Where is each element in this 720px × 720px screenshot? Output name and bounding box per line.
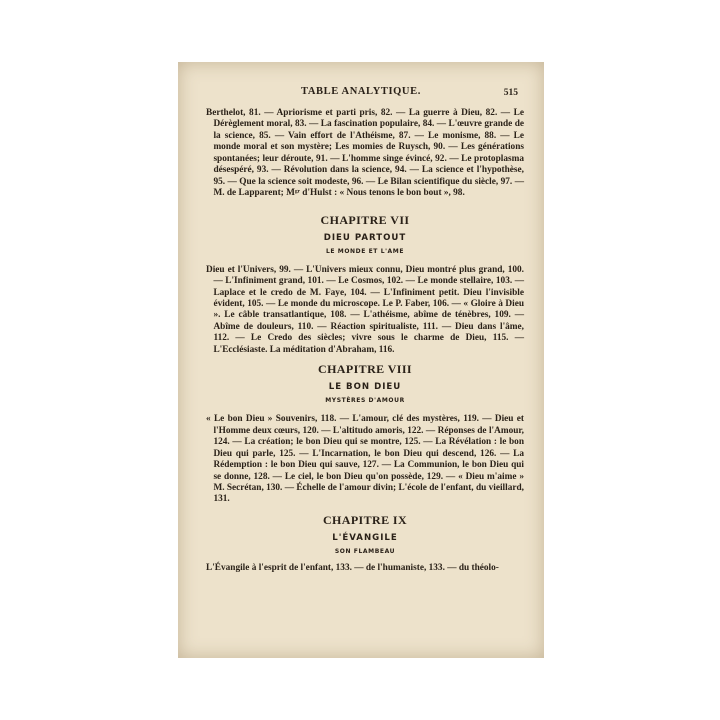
chapter-viii-heading: CHAPITRE VIII [318, 362, 412, 377]
book-page [178, 62, 544, 658]
chapter-ix-subtitle: SON FLAMBEAU [334, 547, 396, 555]
chapter-ix-heading: CHAPITRE IX [322, 512, 408, 527]
page-content [206, 108, 524, 574]
chapter-viii-entries: « Le bon Dieu » Souvenirs, 118. — L'amour, clé des mystères, 119. — Dieu et l'Homme deux cœurs, 120. — L'altitudo amoris, 122. — Réponses de l'Amour, 124. — La création; le bon Dieu qui se montre, 125. — La Révélation : le bon Dieu qui parle, 125. — L'Incarnation, le bon Dieu qui descend, 126. — La Rédemption : le bon Dieu qui sauve, 127. — La Communion, le bon Dieu qui se donne, 128. — Le ciel, le bon Dieu qu'on possède, 129. — « Dieu m'aime » M. Secrétan, 130. — Échelle de l'amour divin; L'école de l'enfant, du vieillard, 131. [206, 414, 524, 505]
page-number: 515 [503, 88, 518, 98]
chapter-vii-entries: Dieu et l'Univers, 99. — L'Univers mieux connu, Dieu montré plus grand, 100. — L'Infiniment grand, 101. — Le Cosmos, 102. — Le monde stellaire, 103. — Laplace et le credo de M. Faye, 104. — L'Infiniment petit. Dieu l'invisible évident, 105. — Le monde du microscope. Le P. Faber, 106. — « Gloire à Dieu ». Le câble transatlantique, 108. — L'athéisme, abîme de ténèbres, 109. — Abîme de douleurs, 110. — Réaction spiritualiste, 111. — Dieu dans l'âme, 112. — Le Credo des siècles; vivre sous le charme de Dieu, 115. — L'Ecclésiaste. La méditation d'Abraham, 116. [206, 264, 524, 355]
chapter-viii-title: LE BON DIEU [328, 382, 402, 393]
running-header: TABLE ANALYTIQUE. [301, 86, 421, 97]
chapter-vii-heading: CHAPITRE VII [320, 212, 410, 227]
chapter-ix-title: L'ÉVANGILE [332, 532, 398, 543]
chapter-vii-subtitle: LE MONDE ET L'AME [325, 247, 405, 255]
chapter-ix-entries: L'Évangile à l'esprit de l'enfant, 133. — de l'humaniste, 133. — du théolo- [206, 562, 499, 573]
chapter-viii-subtitle: MYSTÈRES D'AMOUR [325, 397, 405, 405]
chapter-vii-title: DIEU PARTOUT [323, 232, 407, 243]
intro-entries: Berthelot, 81. — Apriorisme et parti pris, 82. — La guerre à Dieu, 82. — Le Dérèglement moral, 83. — La fascination populaire, 84. — L'œuvre grande de la science, 85. — Vain effort de l'Athéisme, 87. — Le monisme, 88. — Le monde moral et son mystère; Les momies de Ruysch, 90. — Les générations spontanées; leur déroute, 91. — L'homme singe évincé, 92. — Le protoplasma désespéré, 93. — Révolution dans la science, 94. — La science et l'hypothèse, 95. — Que la science soit modeste, 96. — Le Bilan scientifique du siècle, 97. — M. de Lapparent; Mᵍʳ d'Hulst : « Nous tenons le bon bout », 98. [206, 108, 524, 199]
